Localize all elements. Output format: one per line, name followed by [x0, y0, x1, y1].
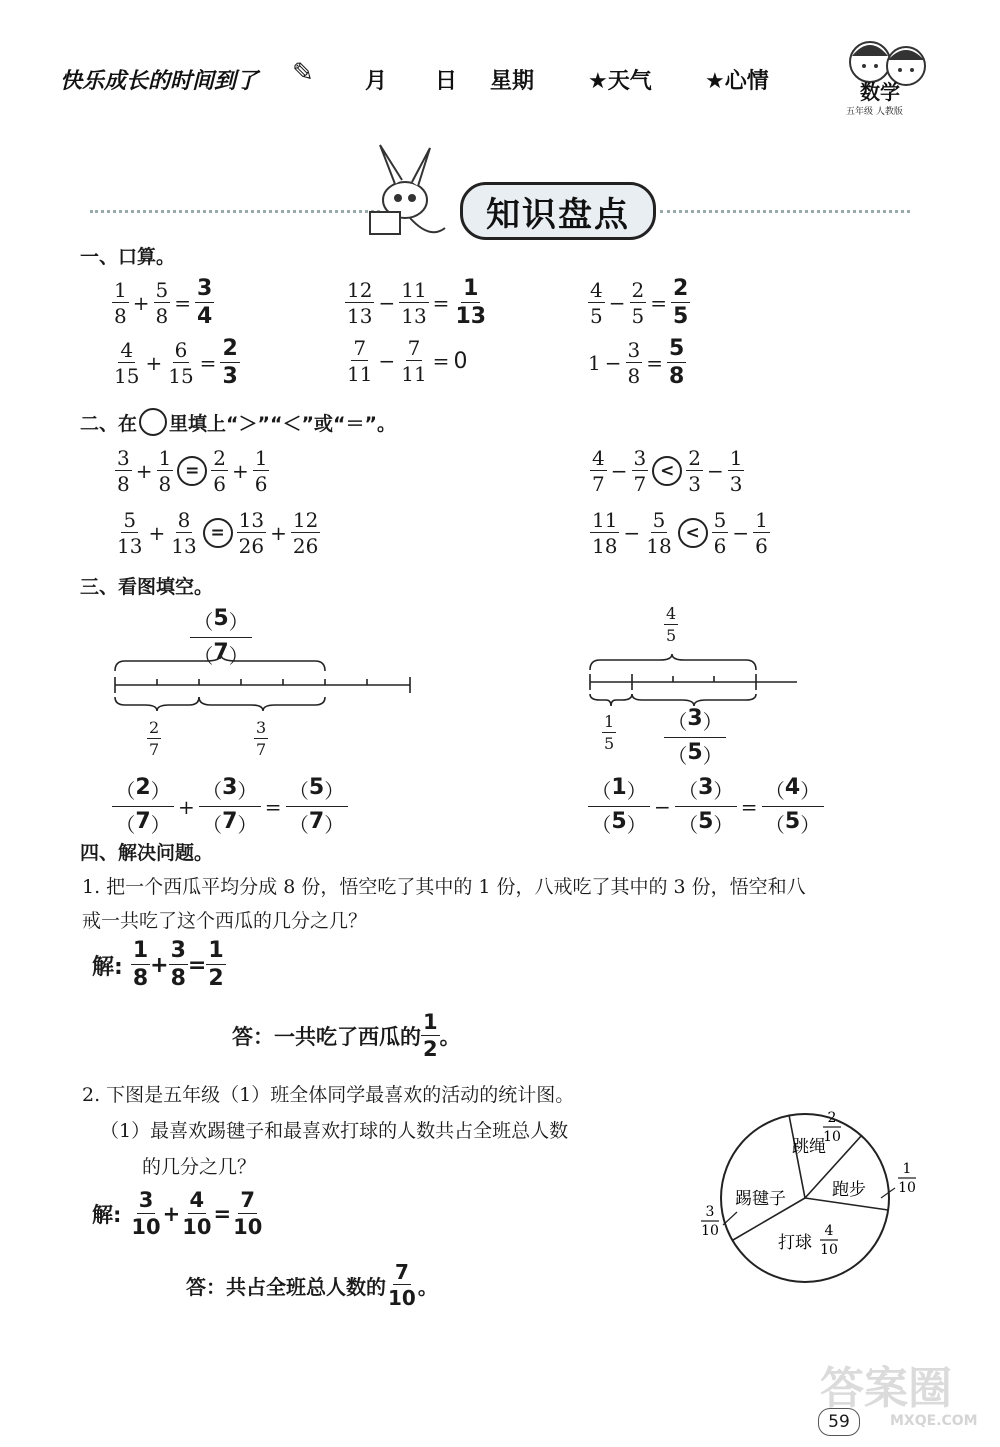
- pie-label-tiaosheng: 跳绳: [792, 1137, 826, 1157]
- blank-circle-icon: [139, 408, 167, 436]
- s2-item-4: $\frac{11}{18}$ − $\frac{5}{18}$ < $\frac{5}{6}$ − $\frac{1}{6}$: [592, 508, 768, 558]
- pie-frac-daqiu-den: 10: [820, 1242, 838, 1258]
- page-number: 59: [818, 1408, 860, 1436]
- pencil-icon: ✎: [292, 58, 314, 88]
- answer-fraction: $\frac{2}{3}$: [222, 336, 238, 389]
- s1-item-6: 1 − $\frac{3}{8}$ = $\frac{5}{8}$: [588, 336, 685, 389]
- s1-item-1: $\frac{1}{8}$ + $\frac{5}{8}$ = $\frac{3}{4}$: [114, 276, 213, 329]
- header-day: 日: [435, 69, 458, 94]
- grade-label: 五年级 人教版: [846, 107, 903, 117]
- fraction: $\frac{5}{8}$: [155, 278, 169, 328]
- section2-title: 二、在 里填上“＞”“＜”或“＝”。: [80, 408, 396, 436]
- answer-value: 0: [453, 348, 468, 374]
- compare-circle: <: [678, 518, 708, 548]
- watermark-url: MXQE.COM: [890, 1413, 978, 1429]
- s3-left-top-fraction: （ 5 ） （ 7 ）: [190, 606, 252, 669]
- page-header: [60, 58, 960, 98]
- s3-right-segment-diagram: [582, 652, 812, 712]
- pie-frac-tijianzi-num: 3: [705, 1204, 715, 1220]
- s3-right-top: $\frac{4}{5}$: [666, 604, 677, 645]
- header-weather: ★天气: [588, 69, 652, 94]
- q1-line2: 戒一共吃了这个西瓜的几分之几？: [82, 910, 368, 932]
- s2-item-1: $\frac{3}{8}$ + $\frac{1}{8}$ = $\frac{2}{6}$ + $\frac{1}{6}$: [117, 446, 268, 496]
- q2-sub2: 的几分之几？: [142, 1156, 257, 1178]
- pie-label-tijianzi: 踢毽子: [735, 1189, 786, 1209]
- subject-label: 数学: [860, 80, 900, 104]
- header-left-text: 快乐成长的时间到了: [60, 69, 259, 94]
- compare-circle: =: [177, 456, 207, 486]
- banner-dots-right: [660, 210, 910, 213]
- q1-answer: 答：一共吃了西瓜的 $\frac{1}{2}$ 。: [232, 1010, 461, 1061]
- banner-title-box: [460, 182, 656, 240]
- pie-frac-tijianzi-den: 10: [701, 1223, 719, 1239]
- pie-label-daqiu: 打球: [778, 1233, 812, 1253]
- banner: [60, 140, 920, 250]
- s3-left-below2: $\frac{3}{7}$: [256, 718, 267, 759]
- s3-right-equation: （ 1 ） （ 5 ） − （ 3 ） （ 5 ） = （ 4 ） （ 5 ）: [588, 775, 824, 838]
- fraction: $\frac{1}{8}$: [114, 278, 127, 328]
- s3-left-equation: （ 2 ） （ 7 ） + （ 3 ） （ 7 ） = （ 5 ） （ 7 ）: [112, 775, 348, 838]
- answer-fraction: $\frac{1}{13}$: [455, 276, 487, 329]
- s1-item-2: $\frac{12}{13}$ − $\frac{11}{13}$ = $\frac{1}{13}$: [347, 276, 487, 329]
- q2-solution: 解: $\frac{3}{10}$ + $\frac{4}{10}$ = $\frac{7}{10}$: [92, 1188, 263, 1239]
- answer-fraction: $\frac{5}{8}$: [669, 336, 685, 389]
- s1-item-5: $\frac{7}{11}$ − $\frac{7}{11}$ = 0: [347, 336, 468, 386]
- rabbit-mascot-icon: [350, 140, 460, 250]
- q1-solution: 解: $\frac{1}{8}$ + $\frac{3}{8}$ = $\frac{1}{2}$: [92, 938, 224, 991]
- q2-line: 2. 下图是五年级（1）班全体同学最喜欢的活动的统计图。: [82, 1084, 575, 1106]
- section3-title: 三、看图填空。: [80, 576, 214, 598]
- answer-fraction: $\frac{3}{4}$: [197, 276, 213, 329]
- s3-left-below1: $\frac{2}{7}$: [149, 718, 160, 759]
- section1-title: 一、口算。: [80, 246, 176, 268]
- s1-item-3: $\frac{4}{5}$ − $\frac{2}{5}$ = $\frac{2}{5}$: [590, 276, 689, 329]
- s3-right-below2: （ 3 ） （ 5 ）: [664, 706, 726, 769]
- subject-logo: [830, 30, 940, 125]
- q2-answer: 答：共占全班总人数的 $\frac{7}{10}$ 。: [186, 1260, 438, 1310]
- q1-line1: 1. 把一个西瓜平均分成 8 份，悟空吃了其中的 1 份，八戒吃了其中的 3 份，悟空和八: [82, 876, 806, 898]
- watermark: 答案圈: [820, 1363, 952, 1414]
- banner-dots-left: [90, 210, 380, 213]
- header-weekday: 星期: [490, 69, 535, 94]
- pie-frac-tiaosheng-num: 2: [827, 1110, 837, 1126]
- s2-item-3: $\frac{5}{13}$ + $\frac{8}{13}$ = $\frac{13}{26}$ + $\frac{12}{26}$: [117, 508, 319, 558]
- activity-pie-chart: [695, 1100, 955, 1300]
- s3-right-below1: $\frac{1}{5}$: [604, 712, 615, 753]
- banner-title: 知识盘点: [486, 194, 630, 235]
- pie-frac-paobu-den: 10: [898, 1180, 916, 1196]
- s2-item-2: $\frac{4}{7}$ − $\frac{3}{7}$ < $\frac{2}{3}$ − $\frac{1}{3}$: [592, 446, 743, 496]
- q2-sub1: （1）最喜欢踢毽子和最喜欢打球的人数共占全班总人数: [100, 1120, 569, 1142]
- header-mood: ★心情: [705, 69, 769, 94]
- s1-item-4: $\frac{4}{15}$ + $\frac{6}{15}$ = $\frac{2}{3}$: [114, 336, 238, 389]
- s3-left-segment-diagram: [105, 655, 425, 715]
- pie-frac-tiaosheng-den: 10: [823, 1129, 841, 1145]
- compare-circle: =: [203, 518, 233, 548]
- compare-circle: <: [652, 456, 682, 486]
- section4-title: 四、解决问题。: [80, 842, 214, 864]
- header-month: 月: [365, 69, 388, 94]
- pie-label-paobu: 跑步: [832, 1180, 866, 1200]
- answer-fraction: $\frac{2}{5}$: [673, 276, 689, 329]
- pie-frac-paobu-num: 1: [902, 1161, 912, 1177]
- pie-frac-daqiu-num: 4: [824, 1223, 834, 1239]
